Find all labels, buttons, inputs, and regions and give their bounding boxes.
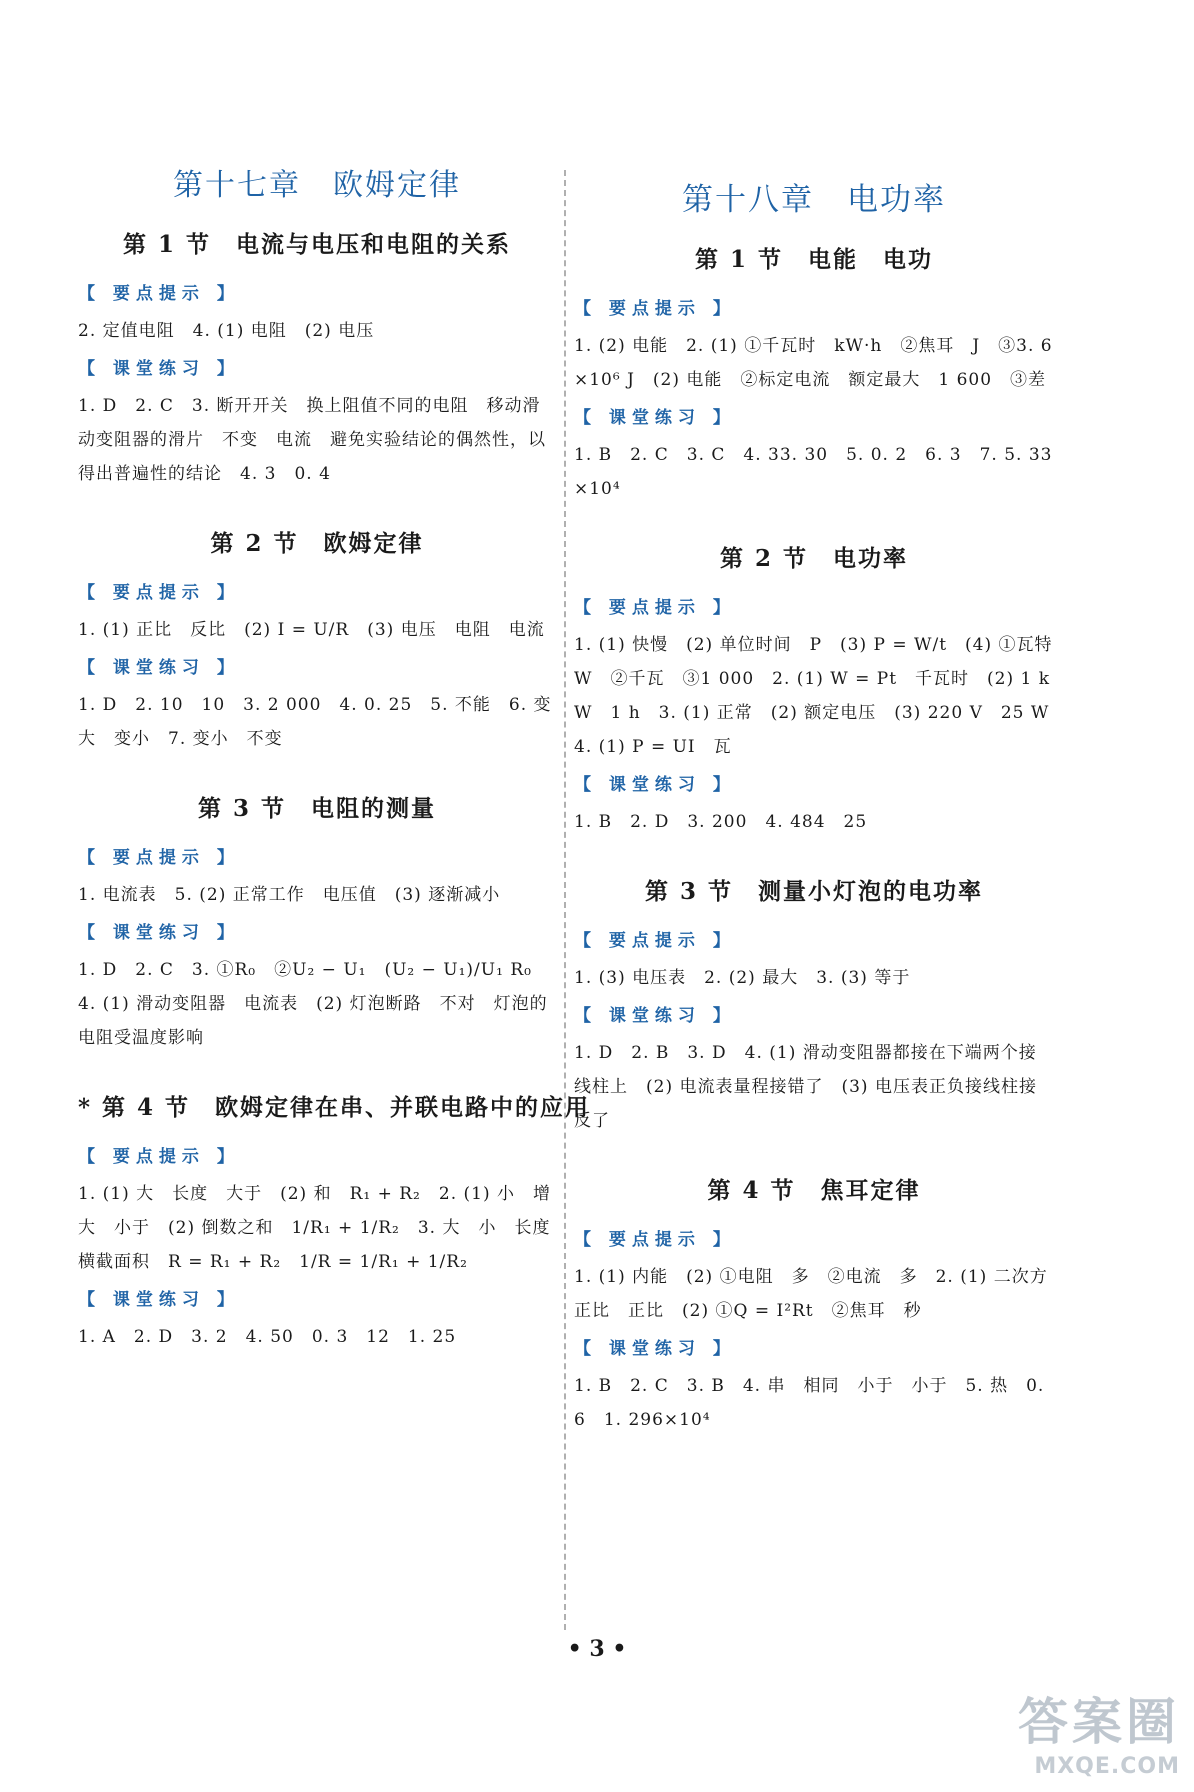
chapter-title: 第十七章 欧姆定律 bbox=[173, 168, 461, 203]
key-points-answers: 1. (1) 内能 (2) ①电阻 多 ②电流 多 2. (1) 二次方 正比 正比 (2) ①Q = I²Rt ②焦耳 秒 bbox=[574, 1267, 1066, 1321]
key-points-label: 【 要点提示 】 bbox=[78, 1147, 240, 1167]
section-title: 第 3 节 电阻的测量 bbox=[197, 795, 437, 822]
watermark-logo bbox=[1004, 1682, 1180, 1782]
key-points-label: 【 要点提示 】 bbox=[574, 299, 736, 319]
practice-answers: 1. A 2. D 3. 2 4. 50 0. 3 12 1. 25 bbox=[78, 1327, 457, 1347]
section-block bbox=[574, 540, 1071, 839]
watermark-text: 答案圈 bbox=[1018, 1693, 1180, 1751]
section-block bbox=[574, 1172, 1066, 1437]
section-block bbox=[574, 873, 1054, 1138]
section-title: 第 2 节 欧姆定律 bbox=[210, 530, 424, 557]
practice-label: 【 课堂练习 】 bbox=[574, 408, 736, 428]
section-title: * 第 4 节 欧姆定律在串、并联电路中的应用 bbox=[78, 1094, 591, 1121]
key-points-label: 【 要点提示 】 bbox=[78, 583, 240, 603]
key-points-label: 【 要点提示 】 bbox=[574, 598, 736, 618]
section-block bbox=[78, 1089, 591, 1354]
practice-answers: 1. B 2. C 3. C 4. 33. 30 5. 0. 2 6. 3 7. 5. 33×10⁴ bbox=[574, 445, 1053, 499]
key-points-label: 【 要点提示 】 bbox=[78, 284, 240, 304]
key-points-answers: 1. (3) 电压表 2. (2) 最大 3. (3) 等于 bbox=[574, 968, 911, 988]
section-title: 第 3 节 测量小灯泡的电功率 bbox=[644, 878, 984, 905]
key-points-answers: 1. 电流表 5. (2) 正常工作 电压值 (3) 逐渐减小 bbox=[78, 885, 501, 905]
practice-label: 【 课堂练习 】 bbox=[78, 1290, 240, 1310]
practice-label: 【 课堂练习 】 bbox=[574, 1006, 736, 1026]
practice-label: 【 课堂练习 】 bbox=[78, 359, 240, 379]
section-block bbox=[574, 241, 1054, 506]
key-points-label: 【 要点提示 】 bbox=[574, 1230, 736, 1250]
practice-answers: 1. B 2. D 3. 200 4. 484 25 bbox=[574, 812, 868, 832]
key-points-answers: 1. (1) 大 长度 大于 (2) 和 R₁ + R₂ 2. (1) 小 增大 小于 (2) 倒数之和 1/R₁ + 1/R₂ 3. 大 小 长度 横截面积 R = R₁ + R₂ 1/R = 1/R₁ + 1/R₂ bbox=[78, 1184, 569, 1272]
practice-label: 【 课堂练习 】 bbox=[574, 1339, 736, 1359]
key-points-answers: 2. 定值电阻 4. (1) 电阻 (2) 电压 bbox=[78, 321, 375, 341]
key-points-answers: 1. (1) 正比 反比 (2) I = U/R (3) 电压 电阻 电流 bbox=[78, 620, 545, 640]
section-title: 第 2 节 电功率 bbox=[719, 545, 909, 572]
key-points-label: 【 要点提示 】 bbox=[574, 931, 736, 951]
section-block bbox=[78, 525, 556, 756]
key-points-answers: 1. (2) 电能 2. (1) ①千瓦时 kW·h ②焦耳 J ③3. 6×10⁶ J (2) 电能 ②标定电流 额定最大 1 600 ③差 bbox=[574, 336, 1053, 390]
left-column bbox=[78, 160, 591, 1388]
section-title: 第 1 节 电能 电功 bbox=[694, 246, 934, 273]
column-divider bbox=[564, 170, 566, 1630]
watermark-url: MXQE.COM bbox=[1034, 1754, 1180, 1779]
practice-answers: 1. D 2. C 3. ①R₀ ②U₂ − U₁ (U₂ − U₁)/U₁ R₀ 4. (1) 滑动变阻器 电流表 (2) 灯泡断路 不对 灯泡的电阻受温度影响 bbox=[78, 960, 550, 1048]
key-points-label: 【 要点提示 】 bbox=[78, 848, 240, 868]
section-title: 第 1 节 电流与电压和电阻的关系 bbox=[122, 231, 512, 258]
section-block bbox=[78, 790, 556, 1055]
page-number: • 3 • bbox=[567, 1636, 627, 1662]
practice-answers: 1. D 2. B 3. D 4. (1) 滑动变阻器都接在下端两个接线柱上 (2) 电流表量程接错了 (3) 电压表正负接线柱接反了 bbox=[574, 1043, 1037, 1131]
practice-label: 【 课堂练习 】 bbox=[78, 658, 240, 678]
chapter-title: 第十八章 电功率 bbox=[682, 182, 946, 218]
practice-label: 【 课堂练习 】 bbox=[78, 923, 240, 943]
key-points-answers: 1. (1) 快慢 (2) 单位时间 P (3) P = W/t (4) ①瓦特 W ②千瓦 ③1 000 2. (1) W = Pt 千瓦时 (2) 1 kW 1 h 3. (1) 正常 (2) 额定电压 (3) 220 V 25 W 4. (1) P = UI 瓦 bbox=[574, 635, 1071, 757]
practice-answers: 1. D 2. C 3. 断开开关 换上阻值不同的电阻 移动滑动变阻器的滑片 不变 电流 避免实验结论的偶然性，以得出普遍性的结论 4. 3 0. 4 bbox=[78, 396, 546, 484]
practice-answers: 1. D 2. 10 10 3. 2 000 4. 0. 25 5. 不能 6. 变大 变小 7. 变小 不变 bbox=[78, 695, 552, 749]
right-column bbox=[574, 160, 1071, 1471]
section-block bbox=[78, 226, 556, 491]
section-title: 第 4 节 焦耳定律 bbox=[707, 1177, 921, 1204]
practice-answers: 1. B 2. C 3. B 4. 串 相同 小于 小于 5. 热 0. 6 1. 296×10⁴ bbox=[574, 1376, 1045, 1430]
practice-label: 【 课堂练习 】 bbox=[574, 775, 736, 795]
